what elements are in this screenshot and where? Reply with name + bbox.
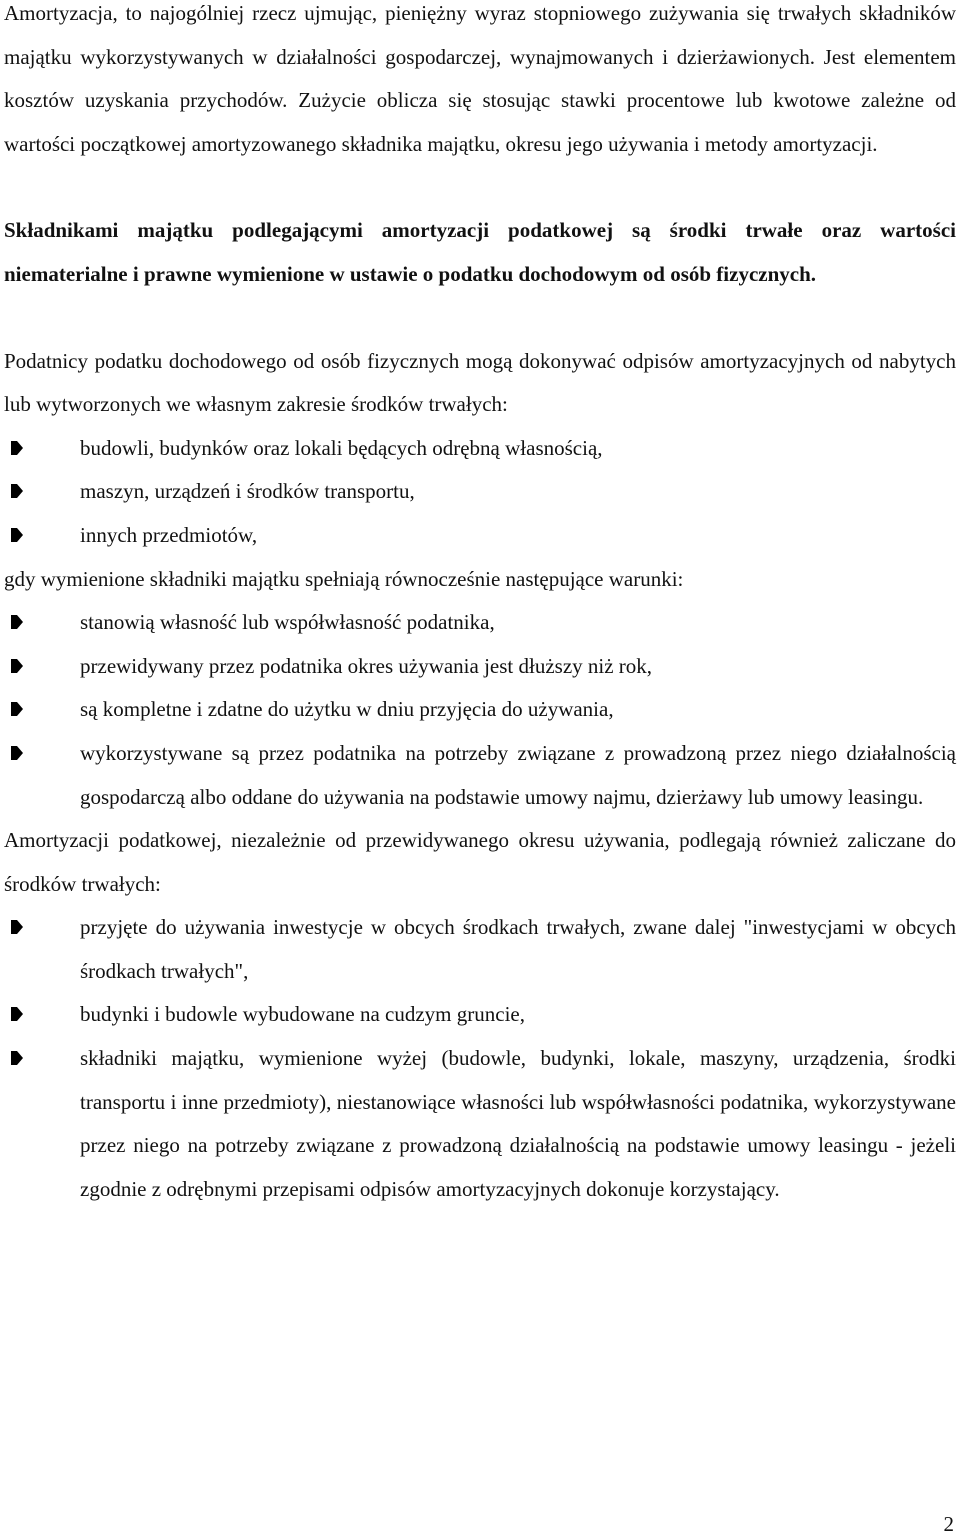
list-item [4, 732, 956, 819]
list-item-text: wykorzystywane są przez podatnika na potrzeby związane z prowadzoną przez niego działalnością gospodarczą albo oddane do używania na podstawie umowy najmu, dzierżawy lub umowy leasingu. [80, 740, 956, 809]
list-item [4, 514, 956, 558]
also-included-list [4, 906, 956, 1211]
list-item [4, 993, 956, 1037]
paragraph-taxpayers: Podatnicy podatku dochodowego od osób fizycznych mogą dokonywać odpisów amortyzacyjnych od nabytych lub wytworzonych we własnym zakresie środków trwałych: [4, 348, 956, 417]
list-item-text: budynki i budowle wybudowane na cudzym gruncie, [80, 1002, 525, 1027]
list-item-text: są kompletne i zdatne do użytku w dniu przyjęcia do używania, [80, 697, 614, 722]
list-item [4, 906, 956, 993]
list-item [4, 601, 956, 645]
page-number: 2 [943, 1512, 954, 1536]
paragraph-conditions-intro: gdy wymienione składniki majątku spełniają równocześnie następujące warunki: [4, 566, 684, 591]
list-item-text: przyjęte do używania inwestycje w obcych środkach trwałych, zwane dalej "inwestycjami w obcych środkach trwałych", [80, 915, 956, 983]
paragraph-also-included-intro: Amortyzacji podatkowej, niezależnie od przewidywanego okresu używania, podlegają również zaliczane do środków trwałych: [4, 828, 956, 896]
list-item [4, 645, 956, 689]
list-item-text: budowli, budynków oraz lokali będących odrębną własnością, [80, 435, 603, 460]
list-item [4, 470, 956, 514]
list-item [4, 427, 956, 471]
list-item-text: innych przedmiotów, [80, 522, 258, 547]
document-page [4, 0, 956, 1211]
conditions-list [4, 601, 956, 819]
list-item [4, 1037, 956, 1211]
list-item-text: maszyn, urządzeń i środków transportu, [80, 479, 415, 504]
paragraph-bold-assets: Składnikami majątku podlegającymi amortyzacji podatkowej są środki trwałe oraz wartości niematerialne i prawne wymienione w ustawie o podatku dochodowym od osób fizycznych. [4, 218, 956, 286]
list-item-text: składniki majątku, wymienione wyżej (budowle, budynki, lokale, maszyny, urządzenia, środki transportu i inne przedmioty), niestanowiące własności lub współwłasności podatnika, wykorzystywane przez niego na potrzeby związane z prowadzoną działalnością na podstawie umowy leasingu - jeżeli zgodnie z odrębnymi przepisami odpisów amortyzacyjnych dokonuje korzystający. [80, 1046, 956, 1201]
paragraph-definition: Amortyzacja, to najogólniej rzecz ujmując, pieniężny wyraz stopniowego zużywania się trwałych składników majątku wykorzystywanych w działalności gospodarczej, wynajmowanych i dzierżawionych. Jest elementem kosztów uzyskania przychodów. Zużycie oblicza się stosując stawki procentowe lub kwotowe zależne od wartości początkowej amortyzowanego składnika majątku, okresu jego używania i metody amortyzacji. [4, 1, 956, 156]
asset-list [4, 427, 956, 558]
list-item-text: przewidywany przez podatnika okres używania jest dłuższy niż rok, [80, 653, 653, 678]
list-item-text: stanowią własność lub współwłasność podatnika, [80, 610, 495, 635]
list-item [4, 688, 956, 732]
